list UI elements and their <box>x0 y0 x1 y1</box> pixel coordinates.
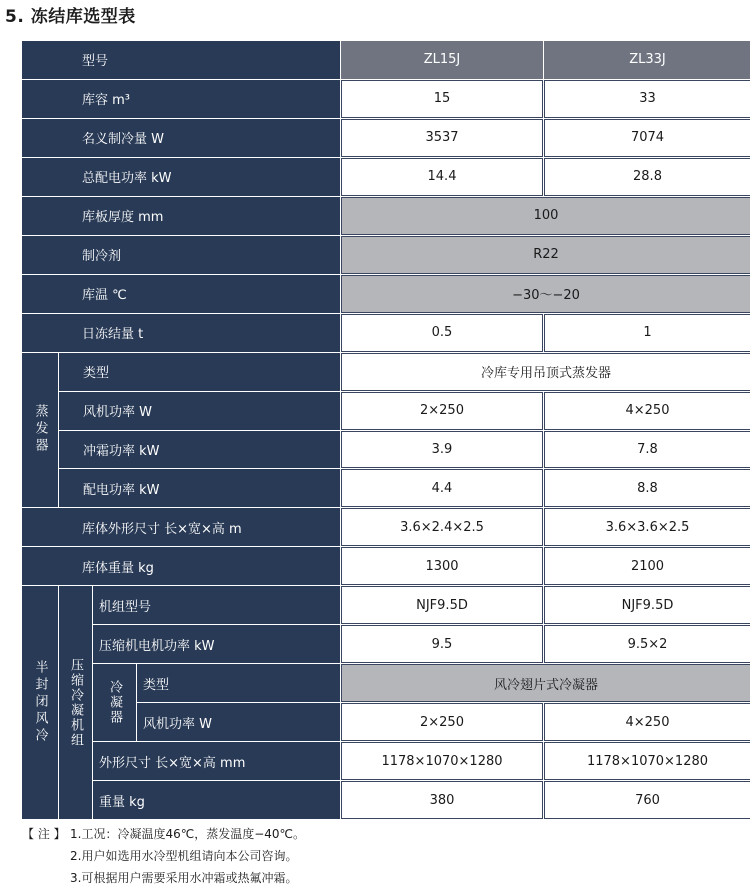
model-header-label: 型号 <box>22 41 340 79</box>
body-weight-value-2: 2100 <box>544 547 750 585</box>
panel-label: 库板厚度 mm <box>22 197 340 235</box>
unit-dim-value-2: 1178×1070×1280 <box>544 742 750 780</box>
body-dim-value-2: 3.6×3.6×2.5 <box>544 508 750 546</box>
refrigerant-value: R22 <box>341 236 750 274</box>
evap-fan-label: 风机功率 W <box>59 392 340 430</box>
evap-fan-value-1: 2×250 <box>341 392 543 430</box>
notes-tag: 【 注 】 <box>22 827 66 841</box>
cond-fan-label: 风机功率 W <box>137 703 340 741</box>
unit-model-label: 机组型号 <box>93 586 340 624</box>
unit-weight-value-2: 760 <box>544 781 750 819</box>
evap-dist-label: 配电功率 kW <box>59 469 340 507</box>
daily-label: 日冻结量 t <box>22 314 340 352</box>
daily-value-2: 1 <box>544 314 750 352</box>
cond-type-label: 类型 <box>137 664 340 702</box>
semi-hermetic-group-label: 半封闭风冷 <box>22 586 58 819</box>
evap-dist-value-1: 4.4 <box>341 469 543 507</box>
daily-value-1: 0.5 <box>341 314 543 352</box>
temp-label: 库温 ℃ <box>22 275 340 313</box>
cooling-value-1: 3537 <box>341 119 543 157</box>
body-weight-label: 库体重量 kg <box>22 547 340 585</box>
unit-weight-value-1: 380 <box>341 781 543 819</box>
evap-type-label: 类型 <box>59 353 340 391</box>
unit-model-value-1: NJF9.5D <box>341 586 543 624</box>
note-item: 2.用户如选用水冷型机组请向本公司咨询。 <box>70 849 298 863</box>
compressor-unit-group-label: 压缩冷凝机组 <box>59 586 92 819</box>
spec-table <box>22 41 746 819</box>
evap-defrost-label: 冲霜功率 kW <box>59 431 340 469</box>
cond-fan-value-2: 4×250 <box>544 703 750 741</box>
cooling-value-2: 7074 <box>544 119 750 157</box>
cond-fan-value-1: 2×250 <box>341 703 543 741</box>
evap-fan-value-2: 4×250 <box>544 392 750 430</box>
evap-dist-value-2: 8.8 <box>544 469 750 507</box>
model-zl33j-header: ZL33J <box>544 41 750 79</box>
power-value-1: 14.4 <box>341 158 543 196</box>
notes-section <box>22 823 305 889</box>
page-title: 5. 冻结库选型表 <box>5 7 136 27</box>
panel-value: 100 <box>341 197 750 235</box>
evap-defrost-value-2: 7.8 <box>544 431 750 469</box>
capacity-label: 库容 m³ <box>22 80 340 118</box>
condenser-group-label: 冷凝器 <box>93 664 136 741</box>
body-weight-value-1: 1300 <box>341 547 543 585</box>
refrigerant-label: 制冷剂 <box>22 236 340 274</box>
note-item: 3.可根据用户需要采用水冲霜或热氟冲霜。 <box>70 871 298 885</box>
power-label: 总配电功率 kW <box>22 158 340 196</box>
body-dim-value-1: 3.6×2.4×2.5 <box>341 508 543 546</box>
capacity-value-1: 15 <box>341 80 543 118</box>
unit-dim-label: 外形尺寸 长×宽×高 mm <box>93 742 340 780</box>
note-item: 1.工况：冷凝温度46℃，蒸发温度−40℃。 <box>70 827 305 841</box>
cond-type-value: 风冷翅片式冷凝器 <box>341 664 750 702</box>
unit-weight-label: 重量 kg <box>93 781 340 819</box>
unit-model-value-2: NJF9.5D <box>544 586 750 624</box>
unit-dim-value-1: 1178×1070×1280 <box>341 742 543 780</box>
capacity-value-2: 33 <box>544 80 750 118</box>
evaporator-group-label: 蒸发器 <box>22 353 58 508</box>
body-dim-label: 库体外形尺寸 长×宽×高 m <box>22 508 340 546</box>
model-zl15j-header: ZL15J <box>341 41 543 79</box>
comp-power-value-1: 9.5 <box>341 625 543 663</box>
evap-defrost-value-1: 3.9 <box>341 431 543 469</box>
temp-value: −30～−20 <box>341 275 750 313</box>
evap-type-value: 冷库专用吊顶式蒸发器 <box>341 353 750 391</box>
cooling-label: 名义制冷量 W <box>22 119 340 157</box>
comp-power-label: 压缩机电机功率 kW <box>93 625 340 663</box>
power-value-2: 28.8 <box>544 158 750 196</box>
comp-power-value-2: 9.5×2 <box>544 625 750 663</box>
